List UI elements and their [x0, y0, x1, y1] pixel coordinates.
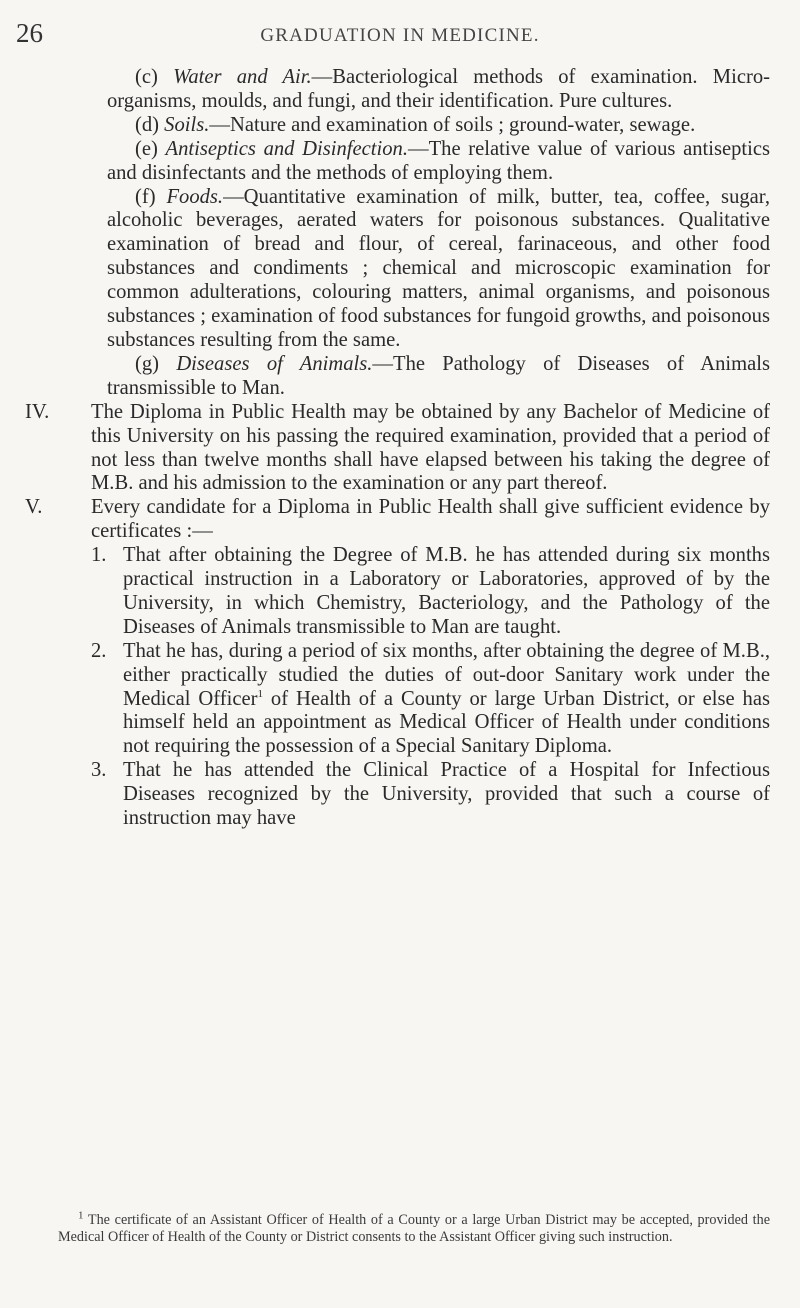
item-label: (f)	[135, 185, 156, 208]
section-label: IV.	[25, 400, 50, 423]
item-title: Water and Air.	[173, 66, 312, 88]
requirement-number: 3.	[91, 759, 107, 782]
running-title: GRADUATION IN MEDICINE.	[260, 25, 540, 46]
page-number: 26	[16, 18, 43, 48]
item-text: —Nature and examination of soils ; ground-water, sewage.	[209, 113, 696, 136]
footnote	[58, 1209, 770, 1247]
section-text: The Diploma in Public Health may be obtained by any Bachelor of Medicine of this University on his passing the required examination, provided that a period of not less than twelve months shall have elapsed between his taking the degree of M.B. and his admission to the examination or any part thereof.	[91, 400, 770, 495]
requirement-2	[58, 640, 770, 760]
requirement-text: That he has attended the Clinical Practice of a Hospital for Infectious Diseases recognized by the University, provided that such a course of instruction may have	[123, 759, 770, 830]
footnote-mark: 1	[78, 1209, 84, 1222]
item-label: (d)	[135, 113, 160, 136]
item-title: Foods.	[166, 185, 224, 208]
item-e	[58, 138, 770, 186]
footnote-reference: 1	[257, 687, 263, 700]
item-text: —The relative value of various antiseptics and disinfectants and the methods of employing them.	[107, 137, 771, 184]
item-text: —Bacteriological methods of examination. Micro-organisms, moulds, and fungi, and their identification. Pure cultures.	[107, 66, 770, 112]
requirement-text-continued: of Health of a County or large Urban District, or else has himself held an appointment as Medical Officer of Health under conditions not requiring the possession of a Special Sanitary Diploma.	[123, 687, 771, 758]
item-label: (c)	[135, 66, 158, 88]
requirement-text: That after obtaining the Degree of M.B. he has attended during six months practical instruction in a Laboratory or Laboratories, approved of by the University, in which Chemistry, Bacteriology, and the Pathology of the Diseases of Animals transmissible to Man are taught.	[123, 544, 770, 638]
item-label: (e)	[135, 137, 158, 160]
body-text	[25, 66, 771, 831]
section-iv	[25, 400, 770, 497]
section-text: Every candidate for a Diploma in Public Health shall give sufficient evidence by certificates :—	[91, 496, 770, 543]
item-g	[58, 353, 770, 401]
requirement-1	[58, 544, 770, 640]
section-v	[25, 496, 770, 544]
item-title: Antiseptics and Disinfection.	[165, 137, 408, 160]
item-text: —The Pathology of Diseases of Animals transmissible to Man.	[107, 352, 770, 399]
requirement-number: 2.	[91, 639, 107, 662]
item-label: (g)	[135, 352, 160, 375]
requirement-number: 1.	[91, 544, 107, 567]
item-title: Diseases of Animals.	[176, 352, 373, 375]
footnote-text: The certificate of an Assistant Officer of Health of a County or a large Urban District may be accepted, provided the Medical Officer of Health of the County or District consents to the Assistant Officer giving such instruction.	[58, 1212, 770, 1246]
running-head	[0, 18, 800, 58]
item-title: Soils.	[164, 113, 210, 136]
item-text: —Quantitative examination of milk, butter, tea, coffee, sugar, alcoholic beverages, aerated waters for poisonous substances. Qualitative examination of bread and flour, of cereal, farinaceous, and other food substances and condiments ; chemical and microscopic examination for common adulterations, colouring matters, animal organisms, and poisonous substances ; examination of food substances for fungoid growths, and poisonous substances resulting from the same.	[107, 185, 770, 351]
requirement-3	[58, 759, 770, 831]
item-c	[58, 66, 770, 114]
section-label: V.	[25, 496, 43, 519]
item-f	[58, 186, 770, 353]
item-d	[58, 114, 770, 138]
requirement-text: That he has, during a period of six months, after obtaining the degree of M.B., either practically studied the duties of out-door Sanitary work under the Medical Officer	[123, 639, 770, 710]
